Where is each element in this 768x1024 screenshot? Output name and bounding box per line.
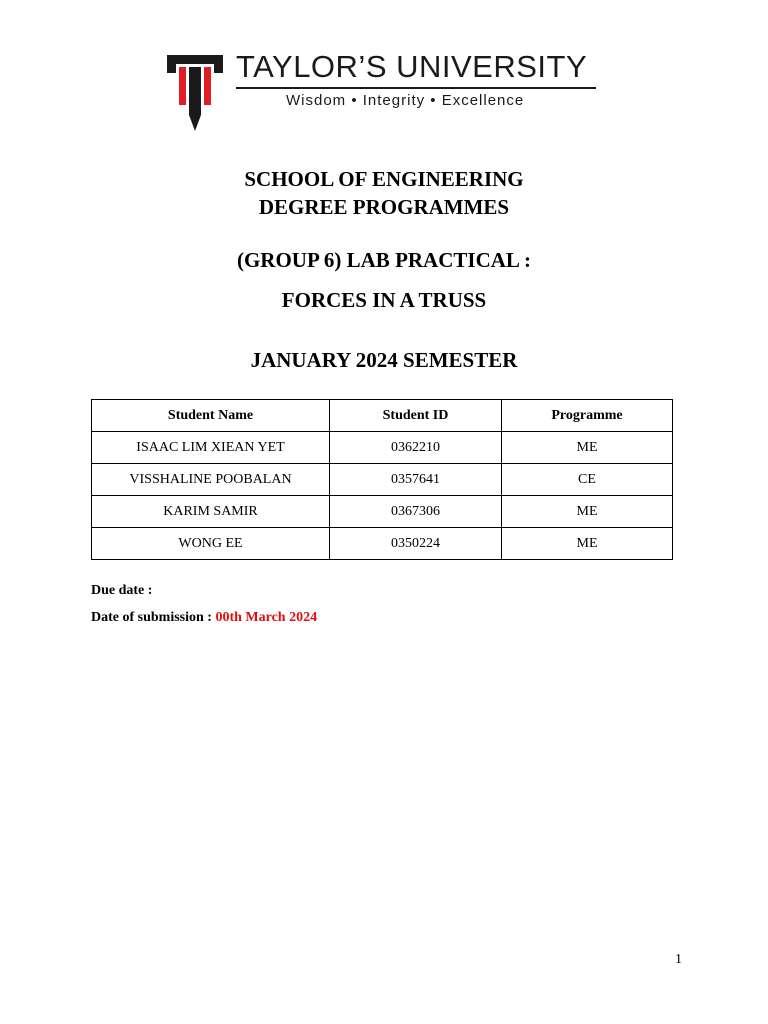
semester-heading: JANUARY 2024 SEMESTER [250,348,518,372]
student-id-cell: 0367306 [330,496,502,528]
programme-cell: ME [502,496,673,528]
table-row [92,432,673,464]
student-name-cell: WONG EE [92,528,330,560]
submission-date-line [91,610,317,626]
university-name: TAYLOR’S UNIVERSITY [236,49,588,84]
topic-heading: FORCES IN A TRUSS [281,288,487,312]
university-logo [164,47,604,133]
submission-date-label: Date of submission : [91,610,212,625]
student-id-cell: 0357641 [330,464,502,496]
programmes-heading: DEGREE PROGRAMMES [258,195,510,219]
header-student-name: Student Name [92,400,330,432]
student-name-cell: ISAAC LIM XIEAN YET [92,432,330,464]
logo-divider [236,87,596,89]
lab-heading: (GROUP 6) LAB PRACTICAL : [236,248,531,272]
header-programme: Programme [502,400,673,432]
due-date-line [91,583,152,599]
table-row [92,528,673,560]
student-name-cell: KARIM SAMIR [92,496,330,528]
university-tagline: Wisdom • Integrity • Excellence [286,92,525,109]
programme-cell: CE [502,464,673,496]
table-header-row [92,400,673,432]
student-id-cell: 0350224 [330,528,502,560]
student-id-cell: 0362210 [330,432,502,464]
submission-date-value: 00th March 2024 [215,610,318,625]
due-date-label: Due date : [91,583,153,598]
page-number: 1 [675,952,682,967]
school-heading: SCHOOL OF ENGINEERING [244,167,524,191]
university-crest-icon [167,55,223,131]
programme-cell: ME [502,432,673,464]
student-name-cell: VISSHALINE POOBALAN [92,464,330,496]
student-table [91,399,673,560]
programme-cell: ME [502,528,673,560]
table-row [92,464,673,496]
header-student-id: Student ID [330,400,502,432]
table-row [92,496,673,528]
